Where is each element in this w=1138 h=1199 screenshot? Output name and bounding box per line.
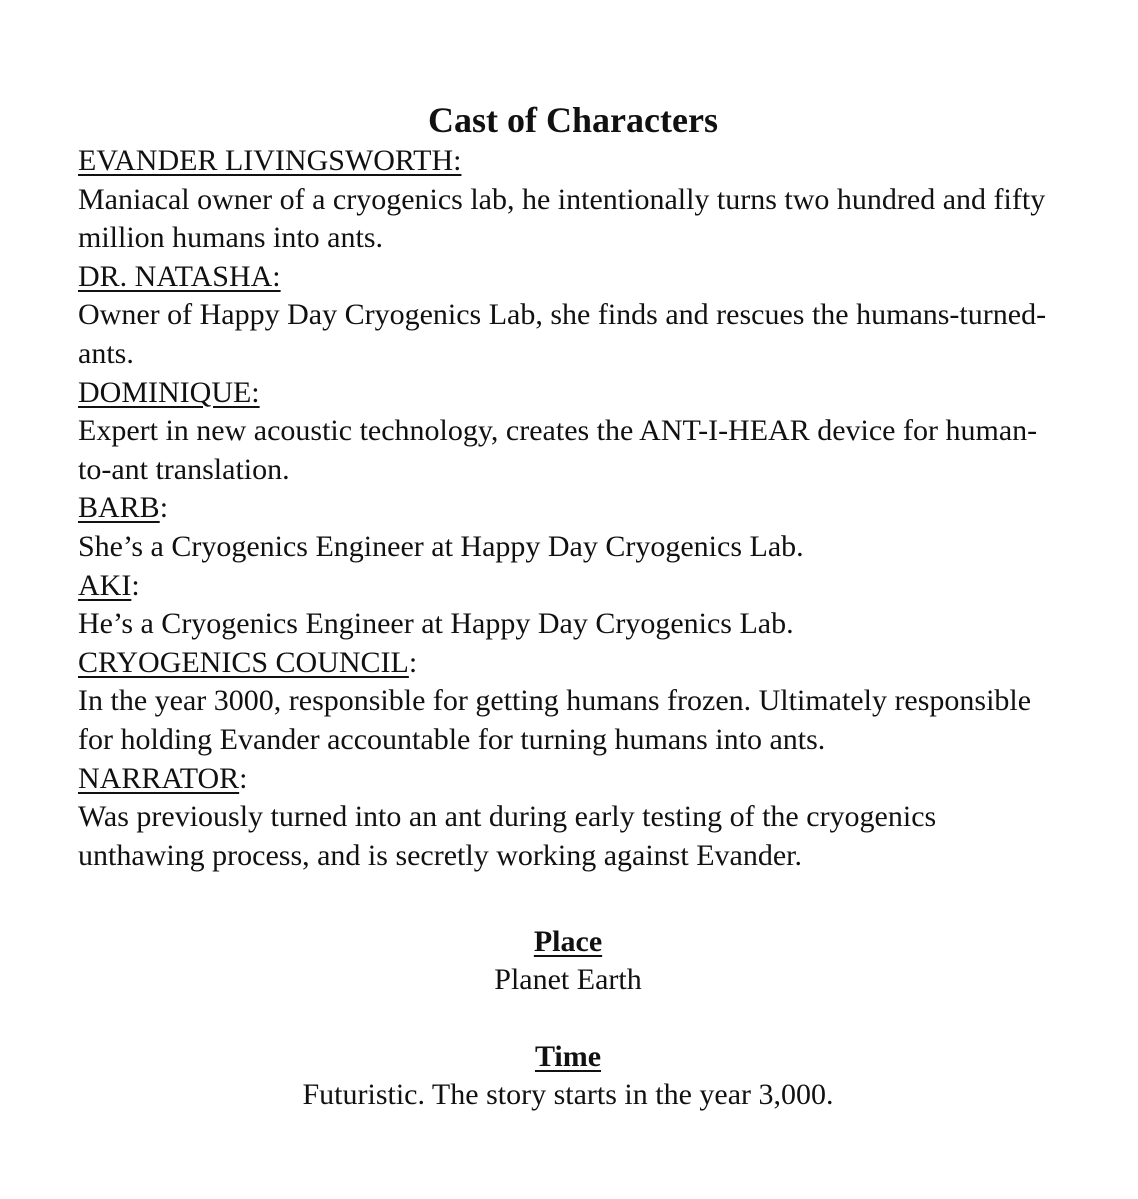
character-name-line <box>78 567 1058 606</box>
place-heading: Place <box>533 925 603 959</box>
place-value: Planet Earth <box>494 963 642 997</box>
place-section <box>78 923 1058 999</box>
character-name-suffix: : <box>131 568 140 602</box>
character-name: EVANDER LIVINGSWORTH: <box>78 144 462 177</box>
character-name: NARRATOR <box>78 761 240 795</box>
time-heading: Time <box>534 1040 602 1074</box>
character-name-line <box>78 644 1058 683</box>
character-name-line <box>78 760 1058 799</box>
character-name-line <box>78 258 1058 297</box>
character-name-suffix: : <box>239 761 248 795</box>
character-name-line <box>78 374 1058 413</box>
character-description: Maniacal owner of a cryogenics lab, he intentionally turns two hundred and fifty million humans into ants. <box>78 182 1046 255</box>
cast-list <box>78 142 1058 875</box>
character-description: Was previously turned into an ant during early testing of the cryogenics unthawing process, and is secretly working against Evander. <box>78 800 937 872</box>
character-name: DOMINIQUE: <box>78 375 260 409</box>
character-name-line <box>78 489 1058 528</box>
character-entry <box>78 258 1058 374</box>
character-name-suffix: : <box>159 491 169 525</box>
character-description: She’s a Cryogenics Engineer at Happy Day Cryogenics Lab. <box>78 529 804 563</box>
character-description: He’s a Cryogenics Engineer at Happy Day Cryogenics Lab. <box>78 607 794 641</box>
time-section <box>78 1038 1058 1114</box>
character-name: CRYOGENICS COUNCIL <box>78 645 409 679</box>
character-entry <box>78 760 1058 876</box>
character-name: DR. NATASHA: <box>78 259 281 293</box>
character-description: In the year 3000, responsible for getting humans frozen. Ultimately responsible for holding Evander accountable for turning humans into ants. <box>78 684 1032 756</box>
document-page <box>78 100 1058 1114</box>
character-name: AKI <box>78 568 132 602</box>
time-value: Futuristic. The story starts in the year 3,000. <box>302 1078 834 1112</box>
character-name-line <box>78 142 1058 181</box>
character-entry <box>78 644 1058 760</box>
character-entry <box>78 567 1058 644</box>
character-entry <box>78 489 1058 566</box>
character-description: Owner of Happy Day Cryogenics Lab, she finds and rescues the humans-turned-ants. <box>78 298 1047 370</box>
character-entry <box>78 374 1058 490</box>
character-entry <box>78 142 1058 258</box>
character-name: BARB <box>78 491 160 525</box>
character-description: Expert in new acoustic technology, creates the ANT-I-HEAR device for human-to-ant translation. <box>78 414 1038 486</box>
character-name-suffix: : <box>408 645 418 679</box>
page-title: Cast of Characters <box>428 100 718 140</box>
